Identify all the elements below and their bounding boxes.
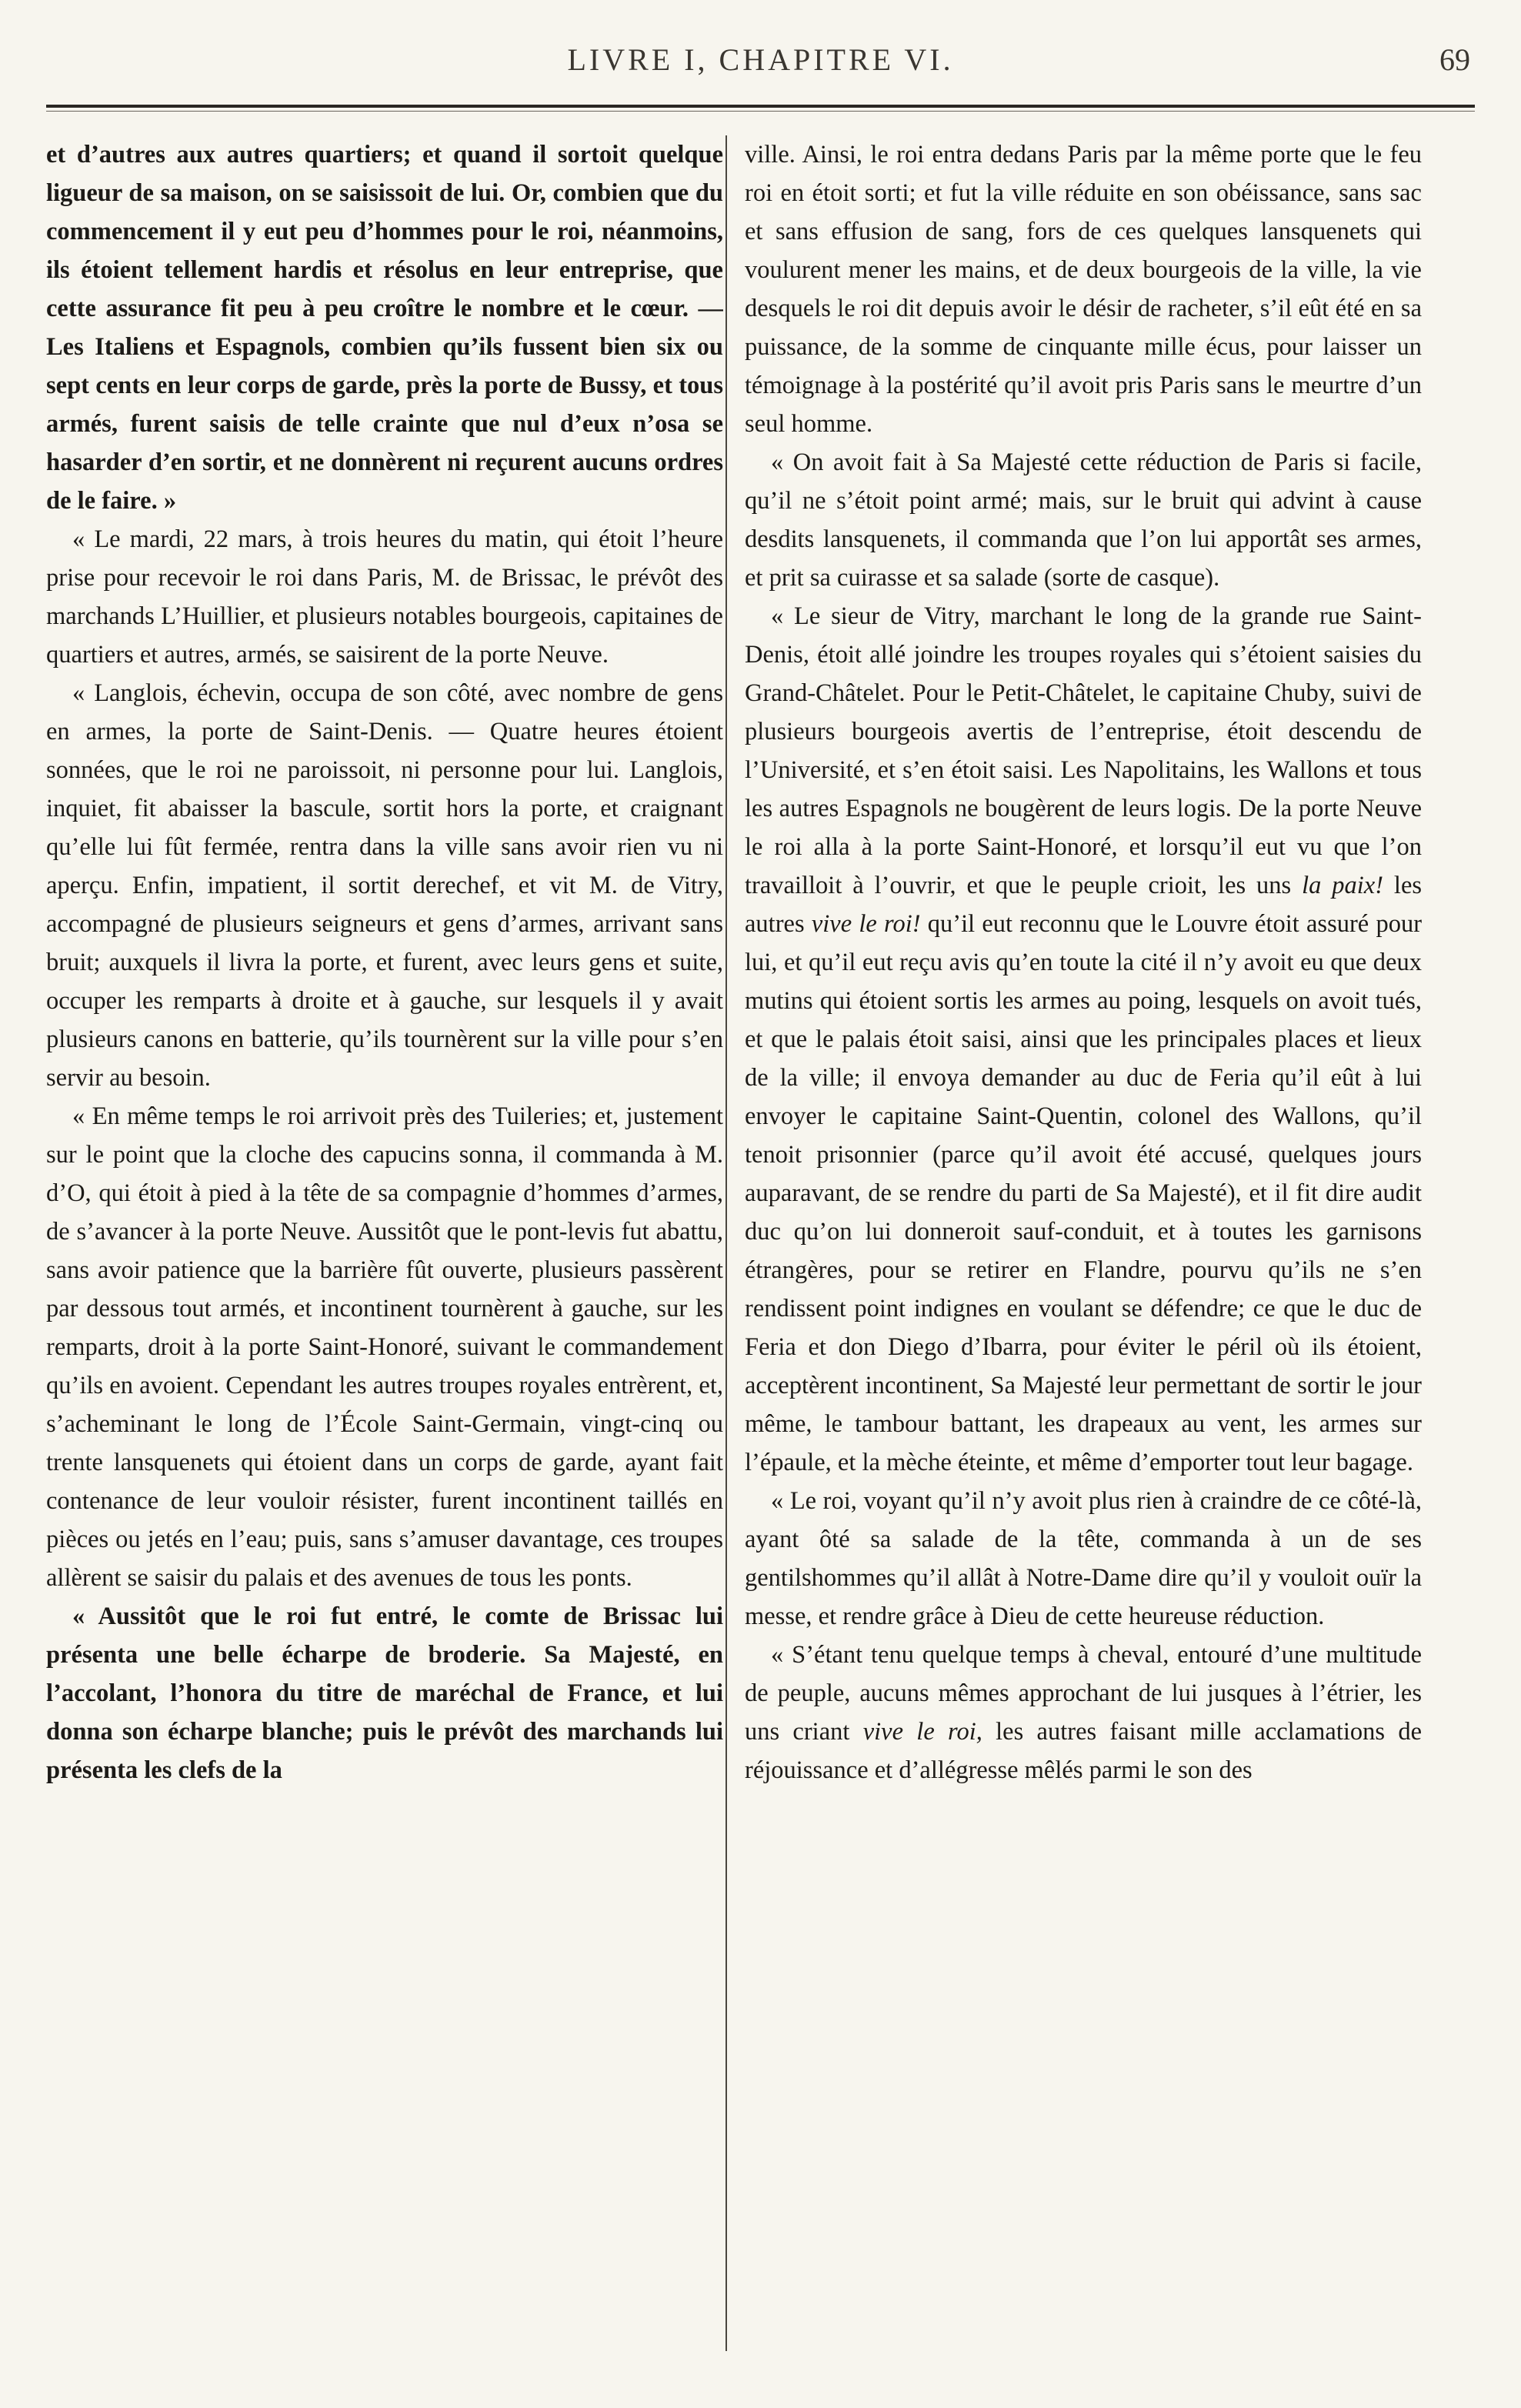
left-column xyxy=(46,135,723,2366)
paragraph: « Le mardi, 22 mars, à trois heures du matin, qui étoit l’heure prise pour recevoir le roi dans Paris, M. de Brissac, le prévôt des marchands L’Huillier, et plusieurs notables bourgeois, capitaines de quartiers et autres, armés, se saisirent de la porte Neuve. xyxy=(46,525,723,669)
header-rule xyxy=(46,105,1475,108)
page-number: 69 xyxy=(1439,42,1470,77)
right-column xyxy=(745,135,1422,2366)
text-run: les autres xyxy=(745,872,1422,938)
paragraph: « Aussitôt que le roi fut entré, le comte de Brissac lui présenta une belle écharpe de broderie. Sa Majesté, en l’accolant, l’honora du titre de maréchal de France, et lui donna son écharpe blanche; puis le prévôt des marchands lui présenta les clefs de la xyxy=(46,1603,723,1784)
paragraph xyxy=(745,597,1422,1482)
paragraph: « Le roi, voyant qu’il n’y avoit plus rien à craindre de ce côté-là, ayant ôté sa salade de la tête, commanda à un de ses gentilshommes qu’il allât à Notre-Dame dire qu’il y vouloit ouïr la messe, et rendre grâce à Dieu de cette heureuse réduction. xyxy=(745,1487,1422,1630)
paragraph: « En même temps le roi arrivoit près des Tuileries; et, justement sur le point que la cloche des capucins sonna, il commanda à M. d’O, qui étoit à pied à la tête de sa compagnie d’hommes d’armes, de s’avancer à la porte Neuve. Aussitôt que le pont-levis fut abattu, sans avoir patience que la barrière fût ouverte, plusieurs passèrent par dessous tout armés, et incontinent tournèrent à gauche, sur les remparts, droit à la porte Saint-Honoré, suivant le commandement qu’ils en avoient. Cependant les autres troupes royales entrèrent, et, s’acheminant le long de l’École Saint-Germain, vingt-cinq ou trente lansquenets qui étoient dans un corps de garde, ayant fait contenance de leur vouloir résister, furent incontinent taillés en pièces ou jetés en l’eau; puis, sans s’amuser davantage, ces troupes allèrent se saisir du palais et des avenues de tous les ponts. xyxy=(46,1102,723,1592)
paragraph: ville. Ainsi, le roi entra dedans Paris par la même porte que le feu roi en étoit sorti; et fut la ville réduite en son obéissance, sans sac et sans effusion de sang, fors de ces quelques lansquenets qui voulurent mener les mains, et de deux bourgeois de la ville, la vie desquels le roi dit depuis avoir le désir de racheter, s’il eût été en sa puissance, de la somme de cinquante mille écus, pour laisser un témoignage à la postérité qu’il avoit pris Paris sans le meurtre d’un seul homme. xyxy=(745,141,1422,438)
paragraph xyxy=(745,1636,1422,1789)
italic-run: vive le roi, xyxy=(862,1718,982,1746)
text-run: les autres faisant mille acclamations de réjouissance et d’allégresse mêlés parmi le son des xyxy=(745,1718,1422,1784)
italic-run: la paix! xyxy=(1302,872,1384,899)
text-run: qu’il eut reconnu que le Louvre étoit assuré pour lui, et qu’il eut reçu avis qu’en toute la cité il n’y avoit eu que deux mutins qui étoient sortis les armes au poing, lesquels on avoit tués, et que le palais étoit saisi, ainsi que les principales places et lieux de la ville; il envoya demander au duc de Feria qu’il eût à lui envoyer le capitaine Saint-Quentin, colonel des Wallons, qu’il tenoit prisonnier (parce qu’il avoit été accusé, quelques jours auparavant, de se rendre du parti de Sa Majesté), et il fit dire audit duc qu’on lui donneroit sauf-conduit, et à toutes les garnisons étrangères, pour se retirer en Flandre, pourvu qu’ils ne s’en rendissent point indignes en voulant se défendre; ce que le duc de Feria et don Diego d’Ibarra, pour éviter le péril où ils étoient, acceptèrent incontinent, Sa Majesté leur permettant de sortir le jour même, le tambour battant, les drapeaux au vent, les armes sur l’épaule, et la mèche éteinte, et même d’emporter tout leur bagage. xyxy=(745,910,1422,1476)
running-head: LIVRE I, CHAPITRE VI. xyxy=(567,42,954,77)
paragraph: « On avoit fait à Sa Majesté cette réduction de Paris si facile, qu’il ne s’étoit point armé; mais, sur le bruit qui advint à cause desdits lansquenets, il commanda que l’on lui apportât ses armes, et prit sa cuirasse et sa salade (sorte de casque). xyxy=(745,449,1422,592)
text-run: « S’étant tenu quelque temps à cheval, entouré d’une multitude de peuple, aucuns mêmes approchant de lui jusques à l’étrier, les uns criant xyxy=(745,1641,1422,1746)
column-divider xyxy=(725,135,727,2351)
page-header xyxy=(46,35,1475,89)
text-run: « Le sieur de Vitry, marchant le long de la grande rue Saint-Denis, étoit allé joindre les troupes royales qui s’étoient saisies du Grand-Châtelet. Pour le Petit-Châtelet, le capitaine Chuby, suivi de plusieurs bourgeois avertis de l’entreprise, étoit descendu de l’Université, et s’en étoit saisi. Les Napolitains, les Wallons et tous les autres Espagnols ne bougèrent de leurs logis. De la porte Neuve le roi alla à la porte Saint-Honoré, et lorsqu’il eut vu que l’on travailloit à l’ouvrir, et que le peuple crioit, les uns xyxy=(745,602,1422,899)
header-rule-thin xyxy=(46,111,1475,112)
paragraph: « Langlois, échevin, occupa de son côté, avec nombre de gens en armes, la porte de Saint-Denis. — Quatre heures étoient sonnées, que le roi ne paroissoit, ni personne pour lui. Langlois, inquiet, fit abaisser la bascule, sortit hors la porte, et craignant qu’elle lui fût fermée, rentra dans la ville sans avoir rien vu ni aperçu. Enfin, impatient, il sortit derechef, et vit M. de Vitry, accompagné de plusieurs seigneurs et gens d’armes, arrivant sans bruit; auxquels il livra la porte, et furent, avec leurs gens et suite, occuper les remparts à droite et à gauche, sur lesquels il y avait plusieurs canons en batterie, qu’ils tournèrent sur la ville pour s’en servir au besoin. xyxy=(46,679,723,1092)
italic-run: vive le roi! xyxy=(811,910,921,938)
paragraph: et d’autres aux autres quartiers; et quand il sortoit quelque ligueur de sa maison, on se saisissoit de lui. Or, combien que du commencement il y eut peu d’hommes pour le roi, néanmoins, ils étoient tellement hardis et résolus en leur entreprise, que cette assurance fit peu à peu croître le nombre et le cœur. — Les Italiens et Espagnols, combien qu’ils fussent bien six ou sept cents en leur corps de garde, près la porte de Bussy, et tous armés, furent saisis de telle crainte que nul d’eux n’osa se hasarder d’en sortir, et ne donnèrent ni reçurent aucuns ordres de le faire. » xyxy=(46,141,723,515)
